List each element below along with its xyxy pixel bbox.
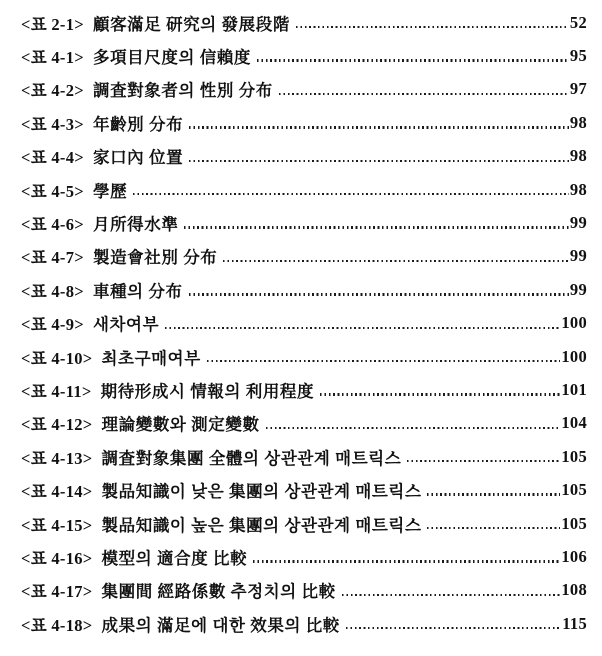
table-tag: <표 4-2> <box>21 81 84 101</box>
page-number: 98 <box>569 112 587 132</box>
table-title: 期待形成시 情報의 利用程度 <box>100 381 315 401</box>
table-title: 學歷 <box>92 181 128 201</box>
table-tag: <표 4-11> <box>21 381 92 401</box>
dot-leader <box>342 594 561 596</box>
page-number: 98 <box>569 179 587 199</box>
dot-leader <box>257 59 569 61</box>
page-number: 104 <box>561 413 587 433</box>
table-title: 새차여부 <box>92 315 160 335</box>
dot-leader <box>189 293 569 295</box>
table-tag: <표 4-1> <box>21 48 84 68</box>
table-title: 製品知識이 낮은 集團의 상관관계 매트릭스 <box>101 482 422 502</box>
table-tag: <표 4-8> <box>21 281 84 301</box>
page-number: 52 <box>569 12 587 32</box>
page-number: 105 <box>561 446 587 466</box>
toc-list <box>0 6 602 640</box>
table-title: 調査對象者의 性別 分布 <box>92 81 273 101</box>
table-tag: <표 2-1> <box>21 14 84 34</box>
dot-leader <box>296 26 569 28</box>
toc-entry <box>0 507 602 540</box>
page-number: 99 <box>569 213 587 233</box>
page-number: 99 <box>569 246 587 266</box>
dot-leader <box>346 627 561 629</box>
page-number: 115 <box>562 613 587 633</box>
toc-entry <box>0 39 602 72</box>
table-tag: <표 4-14> <box>21 482 93 502</box>
dot-leader <box>189 126 569 128</box>
toc-entry <box>0 106 602 139</box>
dot-leader <box>165 327 560 329</box>
toc-entry <box>0 607 602 640</box>
table-title: 集團間 經路係數 추정치의 比較 <box>101 582 336 602</box>
table-tag: <표 4-4> <box>21 148 84 168</box>
toc-entry <box>0 206 602 239</box>
toc-entry <box>0 373 602 406</box>
table-tag: <표 4-17> <box>21 582 93 602</box>
table-tag: <표 4-16> <box>21 548 93 568</box>
table-tag: <표 4-18> <box>21 615 93 635</box>
page-number: 100 <box>561 313 587 333</box>
page-number: 105 <box>561 480 587 500</box>
table-tag: <표 4-13> <box>21 448 93 468</box>
table-title: 理論變數와 測定變數 <box>101 415 260 435</box>
toc-entry <box>0 307 602 340</box>
page-number: 98 <box>569 146 587 166</box>
table-title: 模型의 適合度 比較 <box>101 548 248 568</box>
dot-leader <box>133 193 569 195</box>
table-title: 成果의 滿足에 대한 效果의 比較 <box>101 615 340 635</box>
page-number: 97 <box>569 79 587 99</box>
page-number: 105 <box>561 513 587 533</box>
dot-leader <box>253 560 560 562</box>
table-tag: <표 4-7> <box>21 248 84 268</box>
dot-leader <box>279 93 569 95</box>
toc-entry <box>0 340 602 373</box>
toc-entry <box>0 473 602 506</box>
dot-leader <box>407 460 560 462</box>
page-number: 95 <box>569 46 587 66</box>
dot-leader <box>207 360 561 362</box>
table-title: 顧客滿足 研究의 發展段階 <box>92 14 290 34</box>
table-title: 車種의 分布 <box>92 281 183 301</box>
page-number: 100 <box>561 346 587 366</box>
dot-leader <box>320 393 560 395</box>
page-number: 99 <box>569 279 587 299</box>
dot-leader <box>427 493 560 495</box>
dot-leader <box>223 260 568 262</box>
table-title: 多項目尺度의 信賴度 <box>92 48 252 68</box>
table-tag: <표 4-5> <box>21 181 84 201</box>
table-tag: <표 4-10> <box>21 348 93 368</box>
toc-entry <box>0 407 602 440</box>
dot-leader <box>189 160 569 162</box>
table-title: 家口內 位置 <box>92 148 184 168</box>
page-number: 108 <box>561 580 587 600</box>
table-title: 調査對象集團 全體의 상관관계 매트릭스 <box>101 448 402 468</box>
table-title: 月所得水準 <box>92 215 179 235</box>
toc-entry <box>0 574 602 607</box>
table-title: 최초구매여부 <box>101 348 201 368</box>
dot-leader <box>184 226 568 228</box>
toc-entry <box>0 440 602 473</box>
table-title: 製品知識이 높은 集團의 상관관계 매트릭스 <box>101 515 422 535</box>
table-tag: <표 4-3> <box>21 114 84 134</box>
table-tag: <표 4-6> <box>21 215 84 235</box>
toc-entry <box>0 240 602 273</box>
table-tag: <표 4-12> <box>21 415 93 435</box>
table-tag: <표 4-9> <box>21 315 84 335</box>
dot-leader <box>427 527 560 529</box>
toc-entry <box>0 6 602 39</box>
page-number: 106 <box>561 546 587 566</box>
table-tag: <표 4-15> <box>21 515 93 535</box>
toc-entry <box>0 73 602 106</box>
table-title: 年齡別 分布 <box>92 114 184 134</box>
toc-entry <box>0 540 602 573</box>
dot-leader <box>266 427 561 429</box>
toc-entry <box>0 173 602 206</box>
toc-entry <box>0 140 602 173</box>
toc-entry <box>0 273 602 306</box>
table-title: 製造會社別 分布 <box>92 248 218 268</box>
page-number: 101 <box>561 379 587 399</box>
